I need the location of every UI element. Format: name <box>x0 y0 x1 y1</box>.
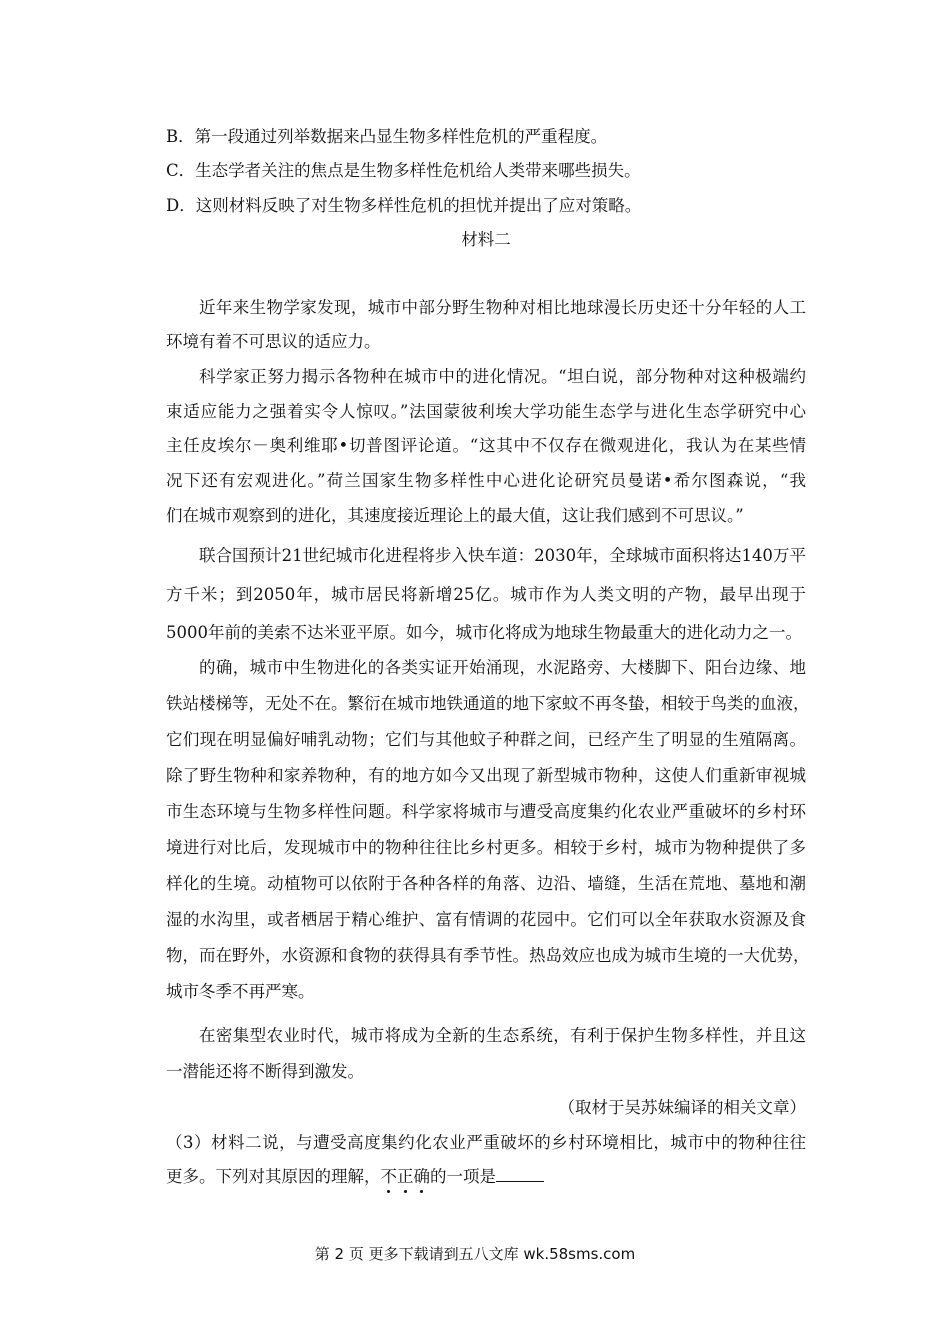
paragraph-3-line: 方千米；到2050年，城市居民将新增25亿。城市作为人类文明的产物，最早出现于 <box>166 585 806 604</box>
paragraph-2-line: 科学家正努力揭示各物种在城市中的进化情况。“坦白说，部分物种对这种极端约 <box>199 367 806 386</box>
answer-blank[interactable] <box>496 1167 544 1182</box>
page-footer: 第 2 页 更多下载请到五八文库 wk.58sms.com <box>314 1245 636 1263</box>
paragraph-3-line: 联合国预计21世纪城市化进程将步入快车道：2030年，全球城市面积将达140万平 <box>199 546 806 565</box>
paragraph-4-line: 市生态环境与生物多样性问题。科学家将城市与遭受高度集约化农业严重破坏的乡村环 <box>166 802 806 821</box>
question-line-1: （3）材料二说，与遭受高度集约化农业严重破坏的乡村环境相比，城市中的物种往往 <box>166 1133 806 1152</box>
emphasis-char: 不 <box>380 1167 397 1186</box>
question-text-before: 更多。下列对其原因的理解， <box>166 1167 381 1186</box>
emphasis-char: 确 <box>413 1167 430 1186</box>
paragraph-4-line: 的确，城市中生物进化的各类实证开始涌现，水泥路旁、大楼脚下、阳台边缘、地 <box>199 658 806 677</box>
paragraph-4-line: 湿的水沟里，或者栖居于精心维护、富有情调的花园中。它们可以全年获取水资源及食 <box>166 910 806 929</box>
section-title: 材料二 <box>461 230 511 249</box>
paragraph-2-line: 们在城市观察到的进化，其速度接近理论上的最大值，这让我们感到不可思议。” <box>166 506 744 525</box>
question-text-after: 的一项是 <box>430 1167 496 1186</box>
source-citation: （取材于吴苏妹编译的相关文章） <box>558 1098 806 1117</box>
option-b: B．第一段通过列举数据来凸显生物多样性危机的严重程度。 <box>166 127 608 146</box>
paragraph-4-line: 境进行对比后，发现城市中的物种往往比乡村更多。相较于乡村，城市为物种提供了多 <box>166 838 806 857</box>
emphasis-char: 正 <box>397 1167 414 1186</box>
paragraph-1-line: 近年来生物学家发现，城市中部分野生物种对相比地球漫长历史还十分年轻的人工 <box>199 298 806 317</box>
paragraph-2-line: 主任皮埃尔－奥利维耶•切普图评论道。“这其中不仅存在微观进化，我认为在某些情 <box>166 436 806 455</box>
question-line-2 <box>166 1167 806 1187</box>
option-c: C．生态学者关注的焦点是生物多样性危机给人类带来哪些损失。 <box>166 161 641 180</box>
paragraph-2-line: 束适应能力之强着实令人惊叹。”法国蒙彼利埃大学功能生态学与进化生态学研究中心 <box>166 402 806 421</box>
paragraph-4-line: 除了野生物种和家养物种，有的地方如今又出现了新型城市物种，这使人们重新审视城 <box>166 766 806 785</box>
paragraph-4-line: 样化的生境。动植物可以依附于各种各样的角落、边沿、墙缝，生活在荒地、墓地和潮 <box>166 874 806 893</box>
paragraph-4-line: 城市冬季不再严寒。 <box>166 982 315 1001</box>
paragraph-1-line: 环境有着不可思议的适应力。 <box>166 332 381 351</box>
paragraph-5-line: 在密集型农业时代，城市将成为全新的生态系统，有利于保护生物多样性，并且这 <box>199 1026 806 1045</box>
paragraph-4-line: 铁站楼梯等，无处不在。繁衍在城市地铁通道的地下家蚊不再冬蛰，相较于鸟类的血液， <box>166 694 810 713</box>
paragraph-4-line: 它们现在明显偏好哺乳动物；它们与其他蚊子种群之间，已经产生了明显的生殖隔离。 <box>166 730 806 749</box>
paragraph-2-line: 况下还有宏观进化。”荷兰国家生物多样性中心进化论研究员曼诺•希尔图森说，“我 <box>166 471 806 490</box>
paragraph-3-line: 5000年前的美索不达米亚平原。如今，城市化将成为地球生物最重大的进化动力之一。 <box>166 623 802 642</box>
paragraph-4-line: 物，而在野外，水资源和食物的获得具有季节性。热岛效应也成为城市生境的一大优势， <box>166 946 810 965</box>
paragraph-5-line: 一潜能还将不断得到激发。 <box>166 1062 364 1081</box>
option-d: D．这则材料反映了对生物多样性危机的担忧并提出了应对策略。 <box>166 196 642 215</box>
